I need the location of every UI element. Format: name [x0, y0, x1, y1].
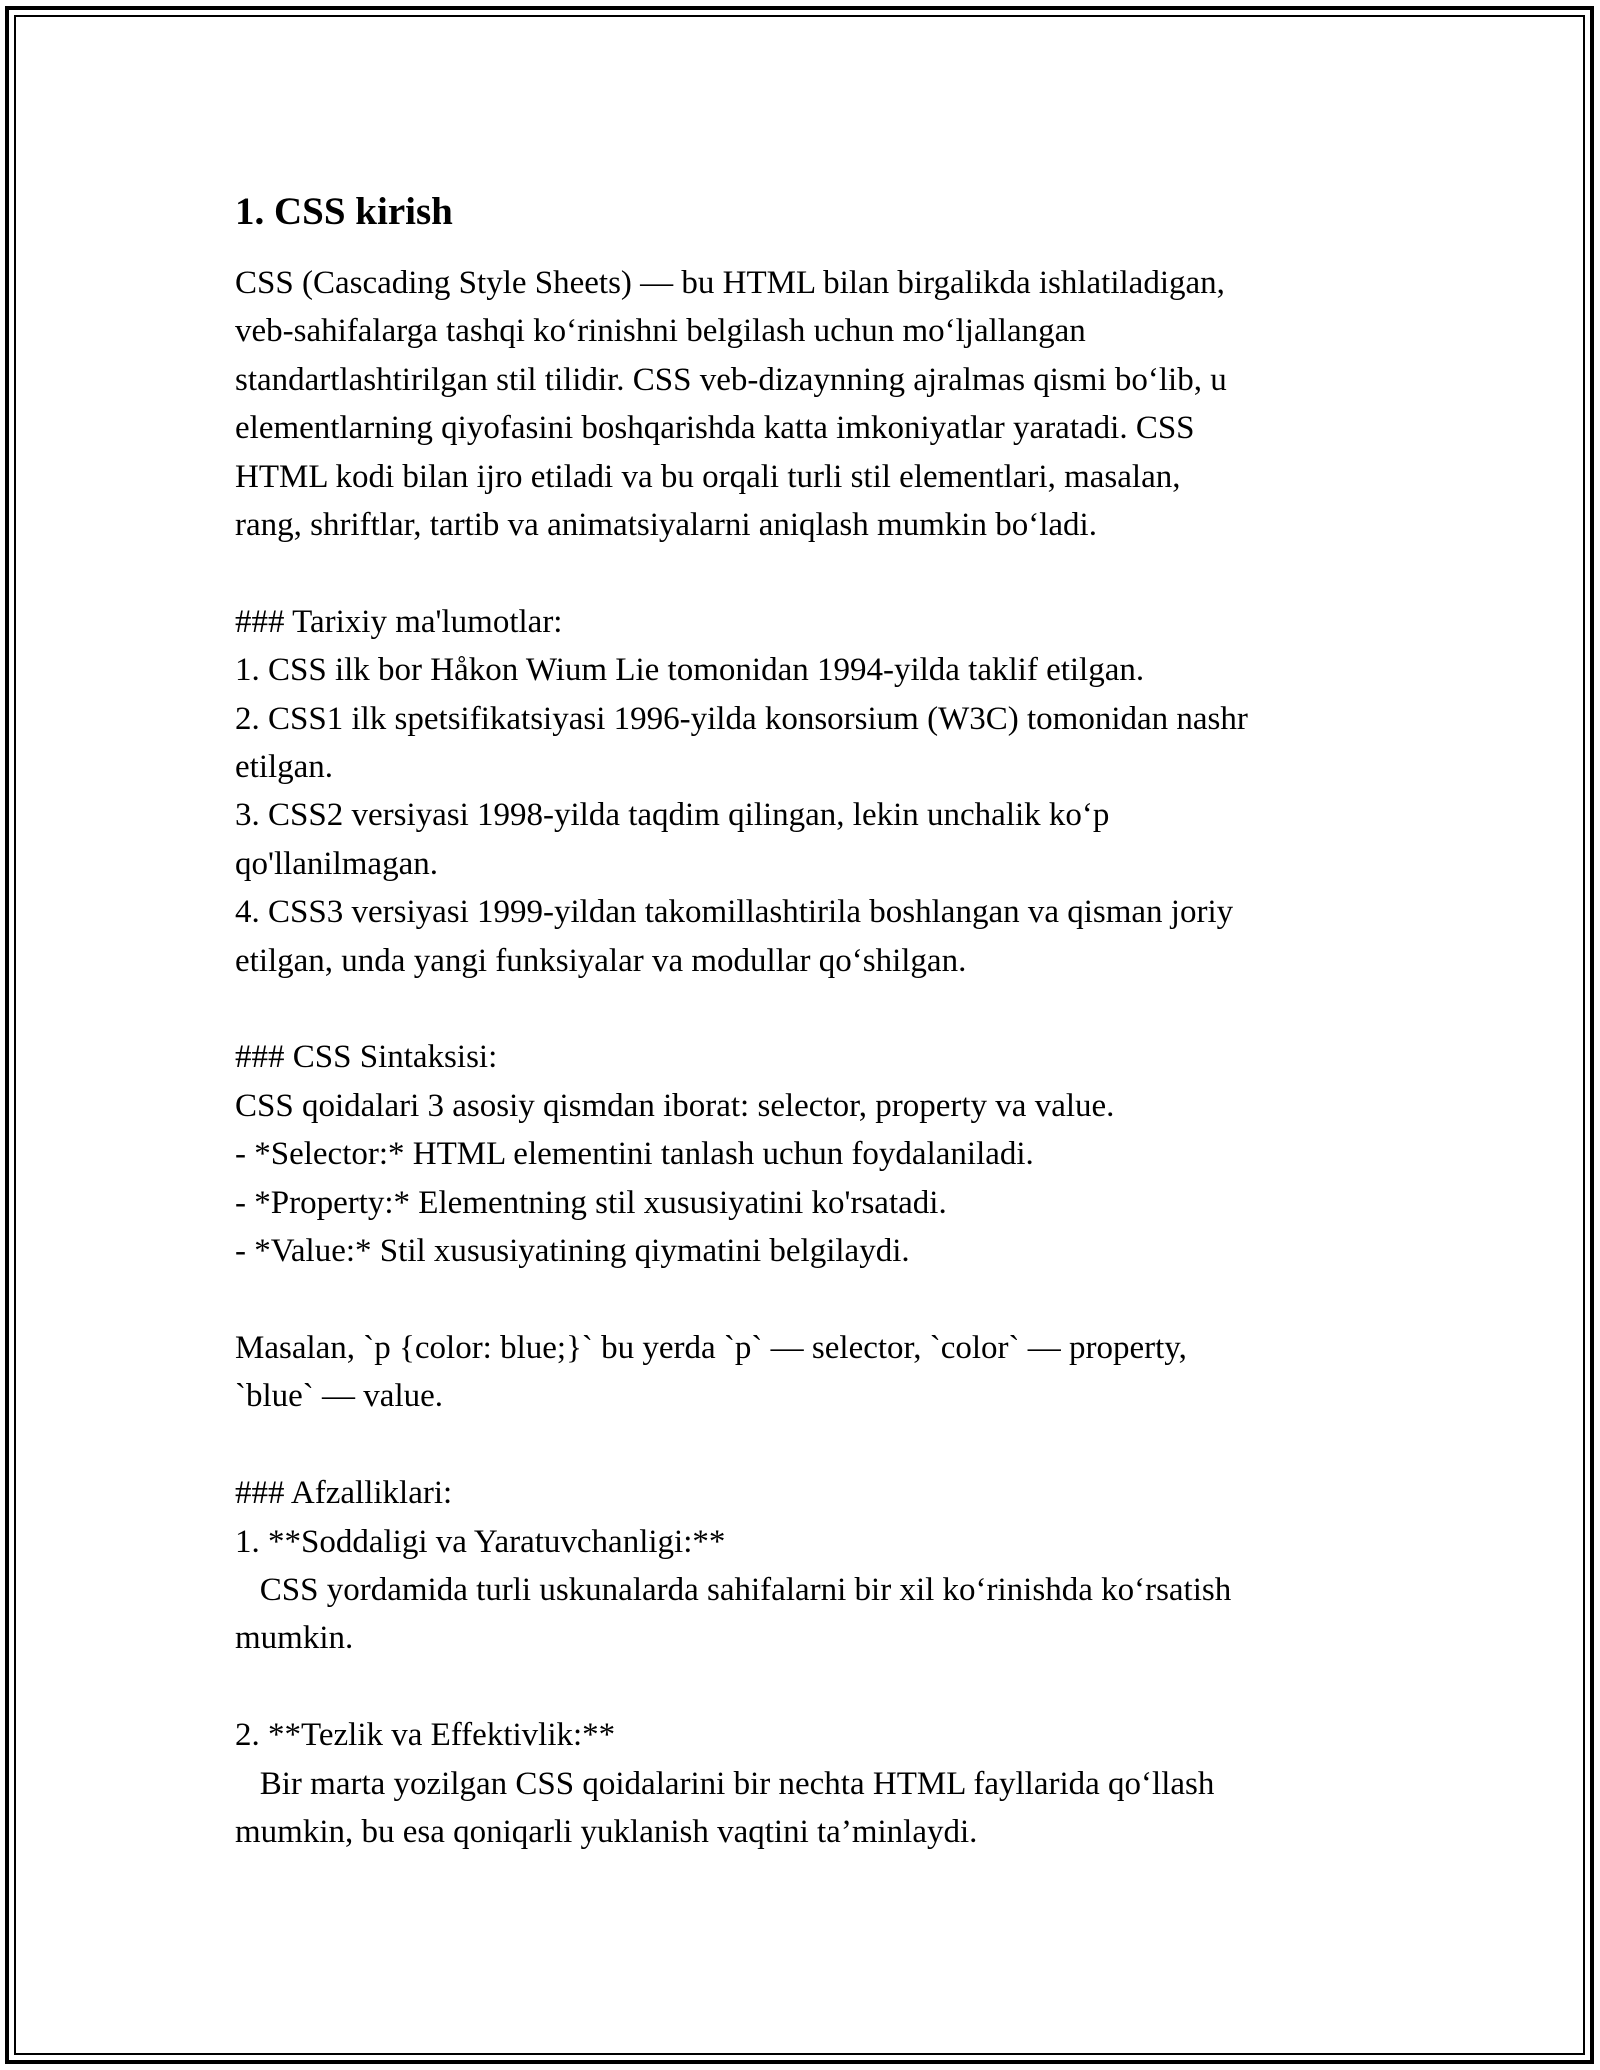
- document-body: [235, 185, 1385, 1856]
- intro-line: veb-sahifalarga tashqi ko‘rinishni belgilash uchun mo‘ljallangan: [235, 313, 1086, 350]
- advantage-item-title: 2. **Tezlik va Effektivlik:**: [235, 1717, 616, 1754]
- intro-line: standartlashtirilgan stil tilidir. CSS veb-dizaynning ajralmas qismi bo‘lib, u: [235, 361, 1227, 398]
- history-line: etilgan, unda yangi funksiyalar va modullar qo‘shilgan.: [235, 942, 967, 979]
- example-paragraph: [235, 1324, 1385, 1421]
- intro-line: CSS (Cascading Style Sheets) — bu HTML bilan birgalikda ishlatiladigan,: [235, 265, 1225, 301]
- example-line: Masalan, `p {color: blue;}` bu yerda `p` — selector, `color` — property,: [235, 1329, 1187, 1366]
- spacer: [235, 1276, 1385, 1324]
- syntax-line: CSS qoidalari 3 asosiy qismdan iborat: selector, property va value.: [235, 1087, 1115, 1124]
- spacer: [235, 1663, 1385, 1711]
- syntax-line: - *Property:* Elementning stil xususiyatini ko'rsatadi.: [235, 1184, 947, 1221]
- advantages-section: [235, 1469, 1385, 1856]
- intro-line: elementlarning qiyofasini boshqarishda katta imkoniyatlar yaratadi. CSS: [235, 410, 1195, 447]
- advantage-item-text: Bir marta yozilgan CSS qoidalarini bir nechta HTML fayllarida qo‘llash: [235, 1765, 1215, 1802]
- advantage-item-title: 1. **Soddaligi va Yaratuvchanligi:**: [235, 1523, 726, 1560]
- intro-paragraph: [235, 259, 1385, 549]
- history-line: 1. CSS ilk bor Håkon Wium Lie tomonidan 1994-yilda taklif etilgan.: [235, 652, 1145, 689]
- history-line: 4. CSS3 versiyasi 1999-yildan takomillashtirila boshlangan va qisman joriy: [235, 894, 1234, 931]
- syntax-line: - *Selector:* HTML elementini tanlash uchun foydalaniladi.: [235, 1136, 1034, 1173]
- advantage-item-text: CSS yordamida turli uskunalarda sahifalarni bir xil ko‘rinishda ko‘rsatish: [235, 1571, 1232, 1608]
- history-line: 3. CSS2 versiyasi 1998-yilda taqdim qilingan, lekin unchalik ko‘p: [235, 797, 1110, 834]
- history-line: 2. CSS1 ilk spetsifikatsiyasi 1996-yilda konsorsium (W3C) tomonidan nashr: [235, 700, 1248, 737]
- advantages-heading: ### Afzalliklari:: [235, 1475, 453, 1512]
- spacer: [235, 549, 1385, 597]
- history-section: [235, 598, 1385, 985]
- spacer: [235, 985, 1385, 1033]
- document-title: 1. CSS kirish: [235, 190, 453, 233]
- history-line: etilgan.: [235, 749, 334, 786]
- history-heading: ### Tarixiy ma'lumotlar:: [235, 603, 563, 640]
- spacer: [235, 1421, 1385, 1469]
- advantage-item-text: mumkin, bu esa qoniqarli yuklanish vaqtini ta’minlaydi.: [235, 1813, 978, 1850]
- syntax-line: - *Value:* Stil xususiyatining qiymatini belgilaydi.: [235, 1233, 910, 1270]
- syntax-section: [235, 1033, 1385, 1275]
- advantage-item-text: mumkin.: [235, 1620, 354, 1657]
- syntax-heading: ### CSS Sintaksisi:: [235, 1039, 498, 1076]
- history-line: qo'llanilmagan.: [235, 845, 438, 882]
- intro-line: rang, shriftlar, tartib va animatsiyalarni aniqlash mumkin bo‘ladi.: [235, 507, 1097, 544]
- example-line: `blue` — value.: [235, 1378, 444, 1415]
- intro-line: HTML kodi bilan ijro etiladi va bu orqali turli stil elementlari, masalan,: [235, 458, 1181, 495]
